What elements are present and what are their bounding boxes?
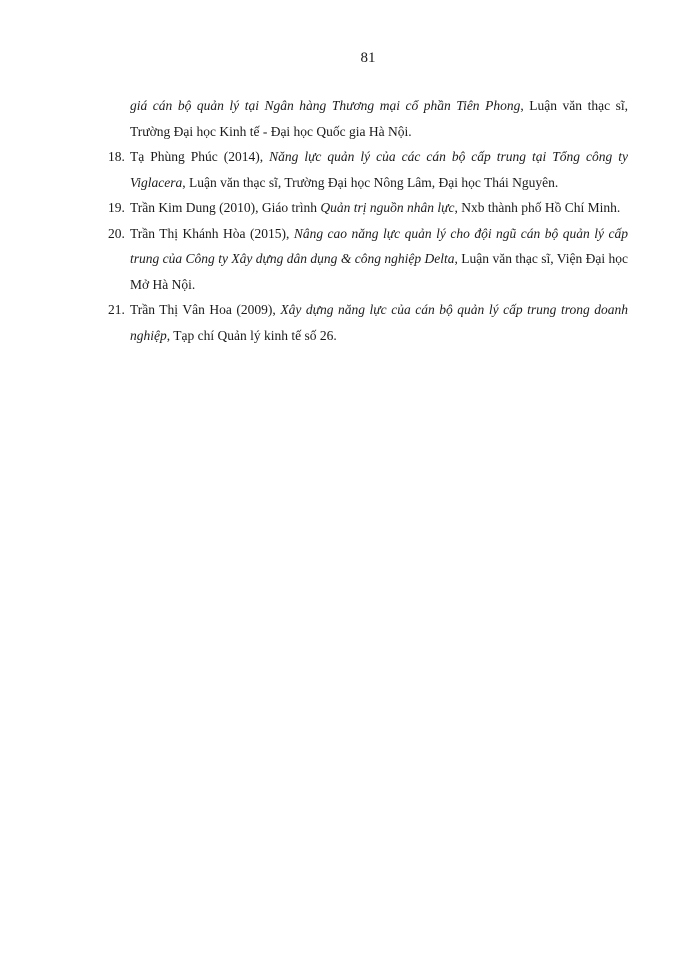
reference-number: 18. [108, 149, 125, 164]
reference-title: Xây dựng năng lực của cán bộ quản lý cấp trung trong doanh nghiệp [130, 302, 628, 343]
reference-details: , Nxb thành phố Hồ Chí Minh. [454, 200, 621, 215]
reference-title: Năng lực quản lý của các cán bộ cấp trung tại Tổng công ty Viglacera [130, 149, 628, 190]
reference-item-20 [108, 221, 628, 298]
reference-item-18 [108, 144, 628, 195]
reference-title: Nâng cao năng lực quản lý cho đội ngũ cán bộ quản lý cấp trung của Công ty Xây dựng dân dụng & công nghiệp Delta [130, 225, 628, 266]
reference-number: 21. [108, 302, 125, 317]
reference-item-21 [108, 297, 628, 348]
reference-number: 20. [108, 225, 125, 241]
reference-details: , Tạp chí Quản lý kinh tế số 26. [166, 327, 337, 343]
reference-item-continued [108, 93, 628, 144]
reference-title: giá cán bộ quản lý tại Ngân hàng Thương mại cổ phần Tiên Phong [130, 98, 521, 113]
reference-details: , Luận văn thạc sĩ, Trường Đại học Nông Lâm, Đại học Thái Nguyên. [182, 174, 559, 190]
reference-details: , Luận văn thạc sĩ, Viện Đại học Mở Hà Nội. [130, 251, 629, 292]
reference-number: 19. [108, 200, 125, 215]
reference-list [108, 93, 628, 348]
reference-details: , Luận văn thạc sĩ, Trường Đại học Kinh tế - Đại học Quốc gia Hà Nội. [130, 98, 628, 139]
reference-item-19 [108, 195, 628, 221]
reference-author: Trần Kim Dung (2010), Giáo trình [130, 200, 321, 215]
reference-author: Tạ Phùng Phúc (2014), [130, 149, 270, 164]
reference-title: Quản trị nguồn nhân lực [320, 200, 455, 215]
reference-author: Trần Thị Vân Hoa (2009), [130, 302, 281, 317]
reference-author: Trần Thị Khánh Hòa (2015), [130, 225, 294, 241]
page-number: 81 [360, 50, 376, 66]
